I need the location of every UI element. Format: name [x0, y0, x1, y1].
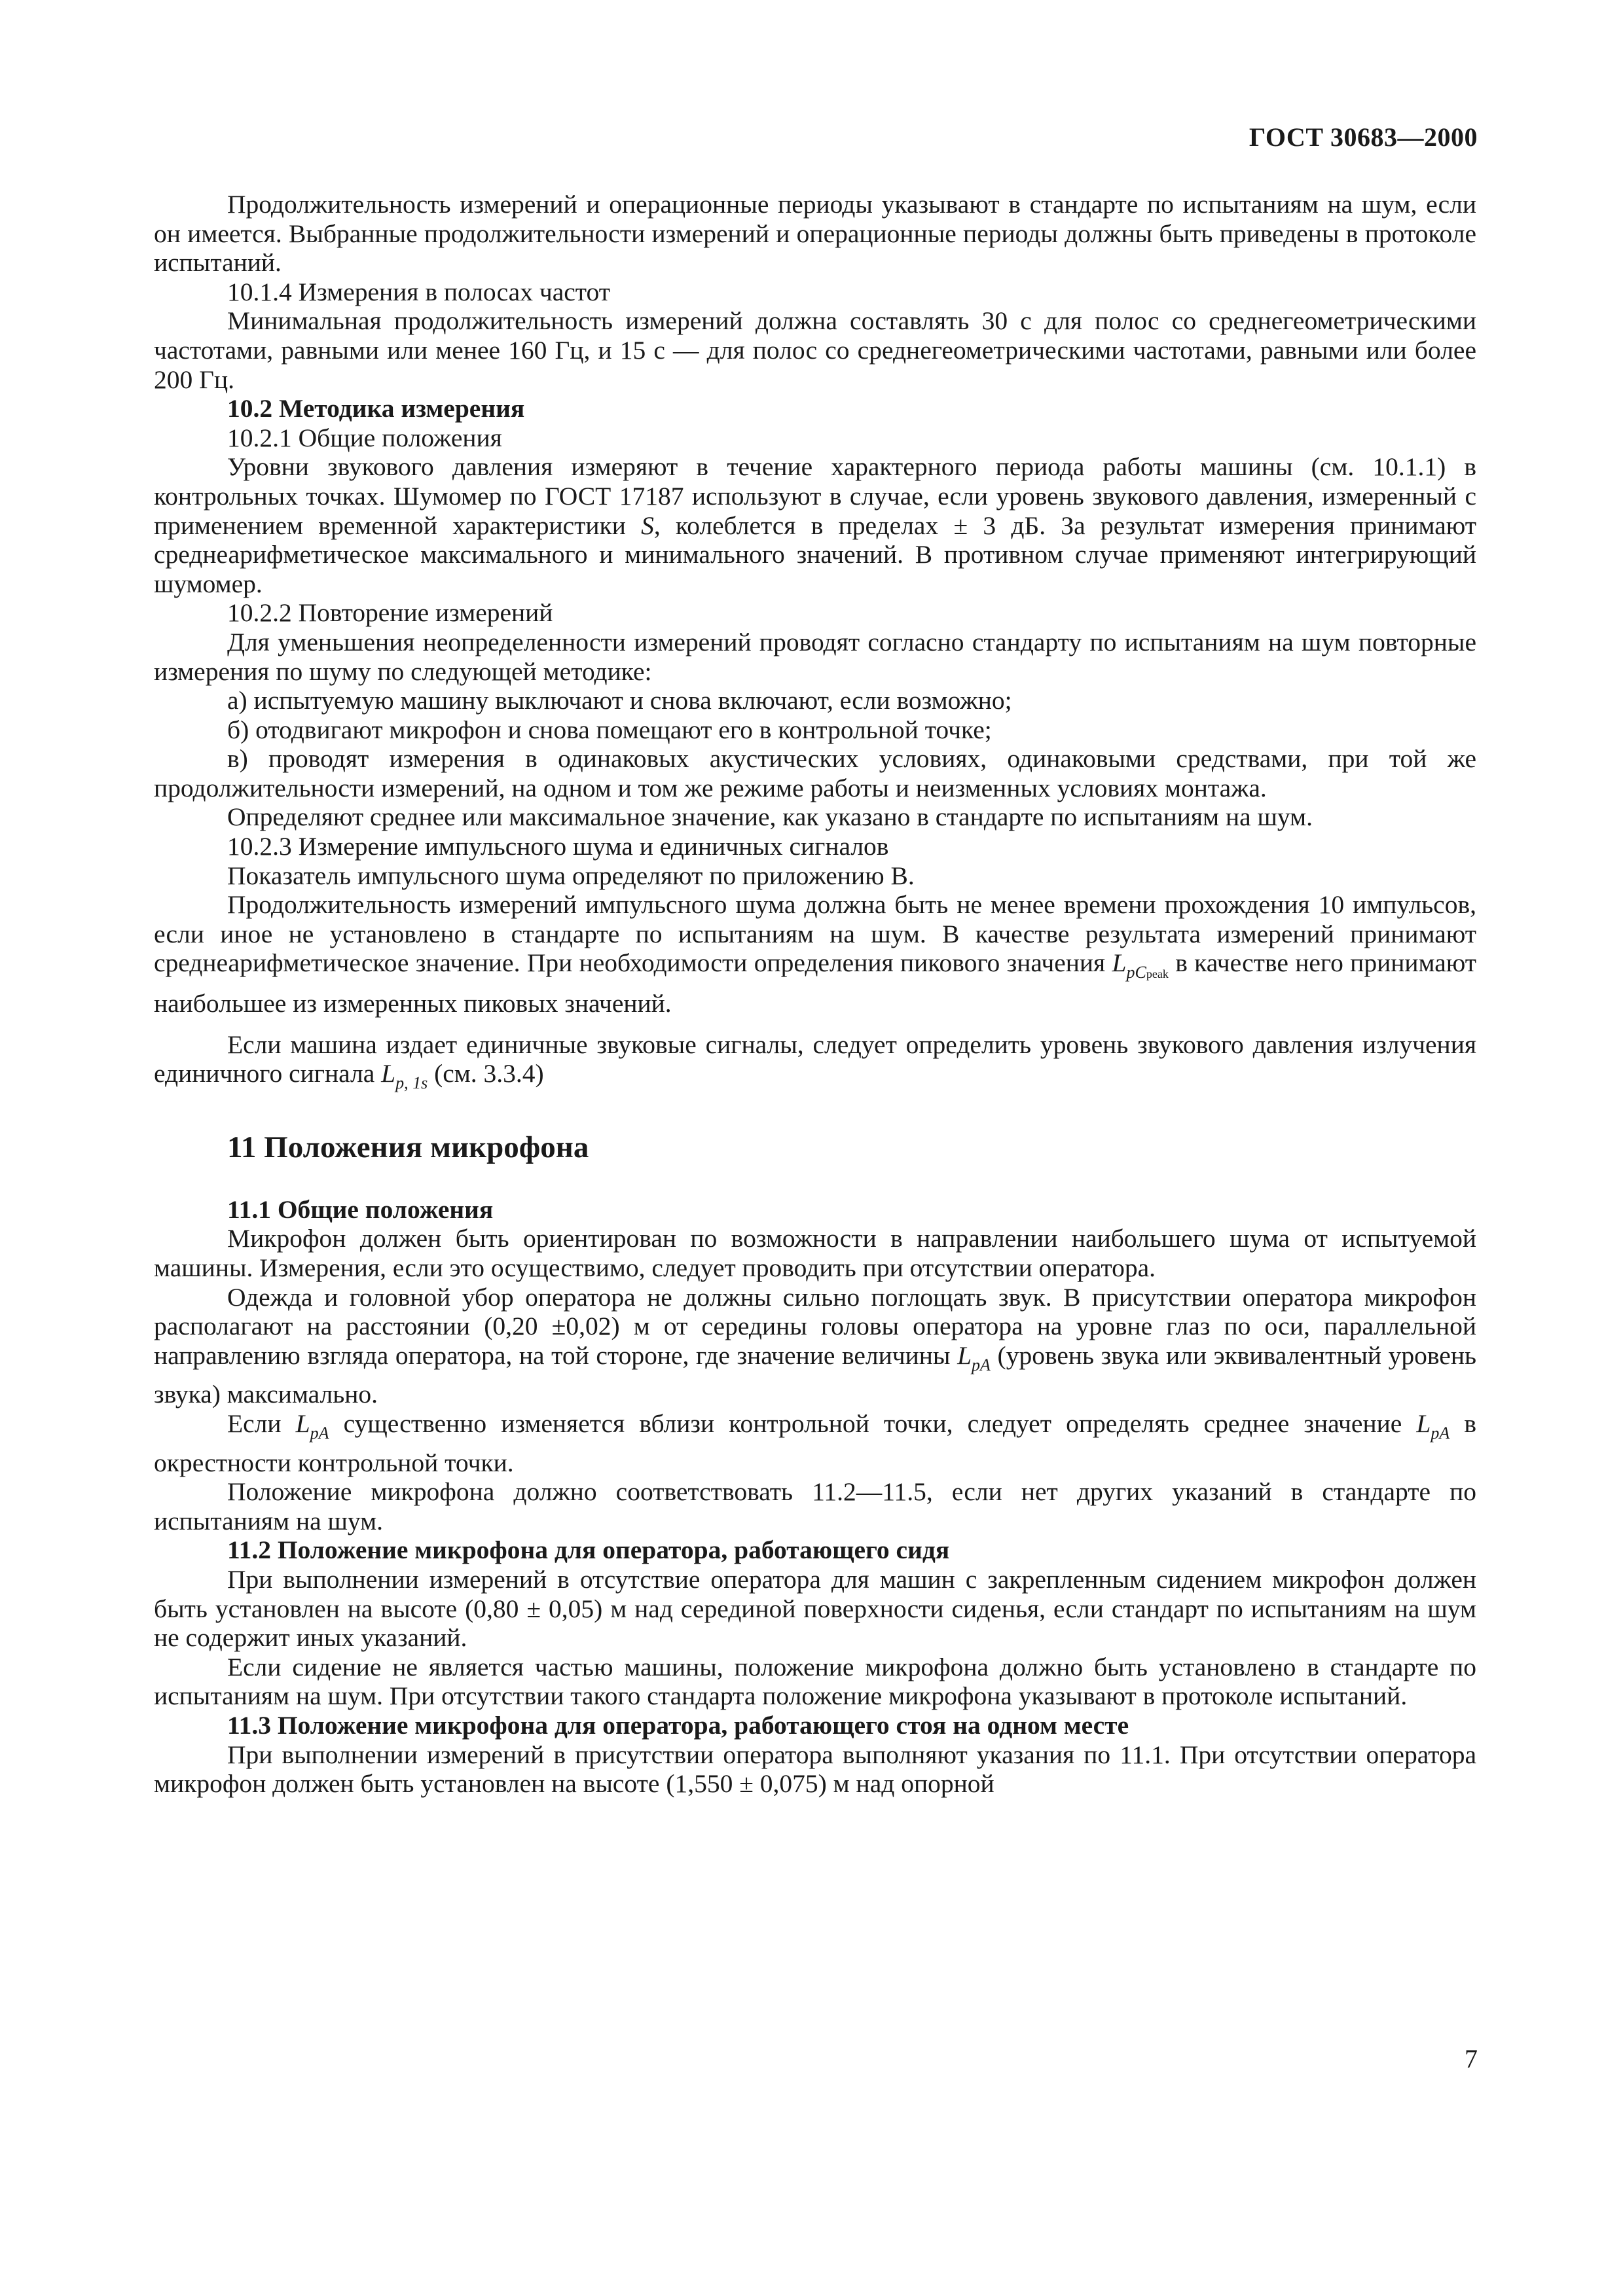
list-item: в) проводят измерения в одинаковых акустических условиях, одинаковыми средствами, при той же продолжительности измерений, на одном и том же режиме работы и неизменных условиях монтажа. — [154, 744, 1476, 802]
symbol-lpa: L — [295, 1408, 310, 1438]
paragraph: Показатель импульсного шума определяют по приложению В. — [227, 861, 915, 890]
paragraph: Уровни звукового давления измеряют в течение характерного периода работы машины (см. 10.1.1) в контрольных точках. Шумомер по ГОСТ 17187 используют в случае, если уровень звукового давления, измеренный с применением временной характеристики S, колеблется в пределах ± 3 дБ. За результат измерения принимают среднеарифметическое максимального и минимального значений. В противном случае применяют интегрирующий шумомер. — [154, 452, 1476, 598]
list-item: б) отодвигают микрофон и снова помещают его в контрольной точке; — [227, 715, 992, 744]
clause-heading: 10.1.4 Измерения в полосах частот — [227, 277, 610, 306]
clause-heading: 10.2.3 Измерение импульсного шума и единичных сигналов — [227, 832, 889, 861]
document-header: ГОСТ 30683—2000 — [1249, 122, 1478, 152]
document-body — [154, 190, 1476, 1799]
subsection-heading: 11.2 Положение микрофона для оператора, работающего сидя — [227, 1535, 950, 1565]
paragraph: При выполнении измерений в отсутствие оператора для машин с закрепленным сидением микрофон должен быть установлен на высоте (0,80 ± 0,05) м над серединой поверхности сиденья, если стандарт по испытаниям на шум не содержит иных указаний. — [154, 1564, 1476, 1653]
paragraph: Для уменьшения неопределенности измерений проводят согласно стандарту по испытаниям на шум повторные измерения по шуму по следующей методике: — [154, 627, 1476, 686]
paragraph: Продолжительность измерений и операционные периоды указывают в стандарте по испытаниям на шум, если он имеется. Выбранные продолжительности измерений и операционные периоды должны быть приведены в протоколе испытаний. — [154, 190, 1476, 278]
paragraph: Продолжительность измерений импульсного шума должна быть не менее времени прохождения 10 импульсов, если иное не установлено в стандарте по испытаниям на шум. В качестве результата измерений принимают среднеарифметическое значение. При необходимости определения пикового значения $L_{pCpeak}$ в качестве него принимают наибольшее из измеренных пиковых значений. — [154, 890, 1476, 1018]
paragraph: Если машина издает единичные звуковые сигналы, следует определить уровень звукового давления излучения единичного сигнала $L_{p, 1s}$ (см. 3.3.4) — [154, 1030, 1476, 1093]
section-heading: 11 Положения микрофона — [227, 1130, 589, 1164]
list-item: а) испытуемую машину выключают и снова включают, если возможно; — [227, 686, 1012, 715]
subsection-heading: 11.1 Общие положения — [227, 1194, 494, 1224]
paragraph: Одежда и головной убор оператора не должны сильно поглощать звук. В присутствии оператора микрофон располагают на расстоянии (0,20 ±0,02) м от середины головы оператора на уровне глаз по оси, параллельной направлению взгляда оператора, на той стороне, где значение величины $L_{pA}$ (уровень звука или эквивалентный уровень звука) максимально. — [154, 1282, 1476, 1409]
paragraph: Микрофон должен быть ориентирован по возможности в направлении наибольшего шума от испытуемой машины. Измерения, если это осуществимо, следует проводить при отсутствии оператора. — [154, 1224, 1476, 1282]
paragraph: При выполнении измерений в присутствии оператора выполняют указания по 11.1. При отсутствии оператора микрофон должен быть установлен на высоте (1,550 ± 0,075) м над опорной — [154, 1740, 1476, 1799]
clause-heading: 10.2.1 Общие положения — [227, 423, 502, 452]
paragraph: Определяют среднее или максимальное значение, как указано в стандарте по испытаниям на шум. — [227, 802, 1313, 832]
paragraph: Положение микрофона должно соответствовать 11.2—11.5, если нет других указаний в стандарте по испытаниям на шум. — [154, 1477, 1476, 1535]
subsection-heading: 10.2 Методика измерения — [227, 394, 525, 423]
paragraph: Если $L_{pA}$ существенно изменяется вблизи контрольной точки, следует определять среднее значение $L_{pA}$ в окрестности контрольной точки. — [154, 1408, 1477, 1477]
subsection-heading: 11.3 Положение микрофона для оператора, работающего стоя на одном месте — [227, 1710, 1129, 1740]
paragraph: Минимальная продолжительность измерений должна составлять 30 с для полос со среднегеометрическими частотами, равными или менее 160 Гц, и 15 с — для полос со среднегеометрическими частотами, равными или более 200 Гц. — [154, 306, 1476, 394]
symbol-lpa: L — [1416, 1408, 1431, 1438]
symbol-lpa: L — [957, 1340, 972, 1370]
clause-heading: 10.2.2 Повторение измерений — [227, 598, 553, 628]
symbol-lp-1s: L — [381, 1059, 396, 1088]
page-number: 7 — [1465, 2044, 1478, 2073]
symbol-lpc-peak: L — [1112, 948, 1127, 978]
paragraph: Если сидение не является частью машины, положение микрофона должно быть установлено в стандарте по испытаниям на шум. При отсутствии такого стандарта положение микрофона указывают в протоколе испытаний. — [154, 1652, 1476, 1711]
